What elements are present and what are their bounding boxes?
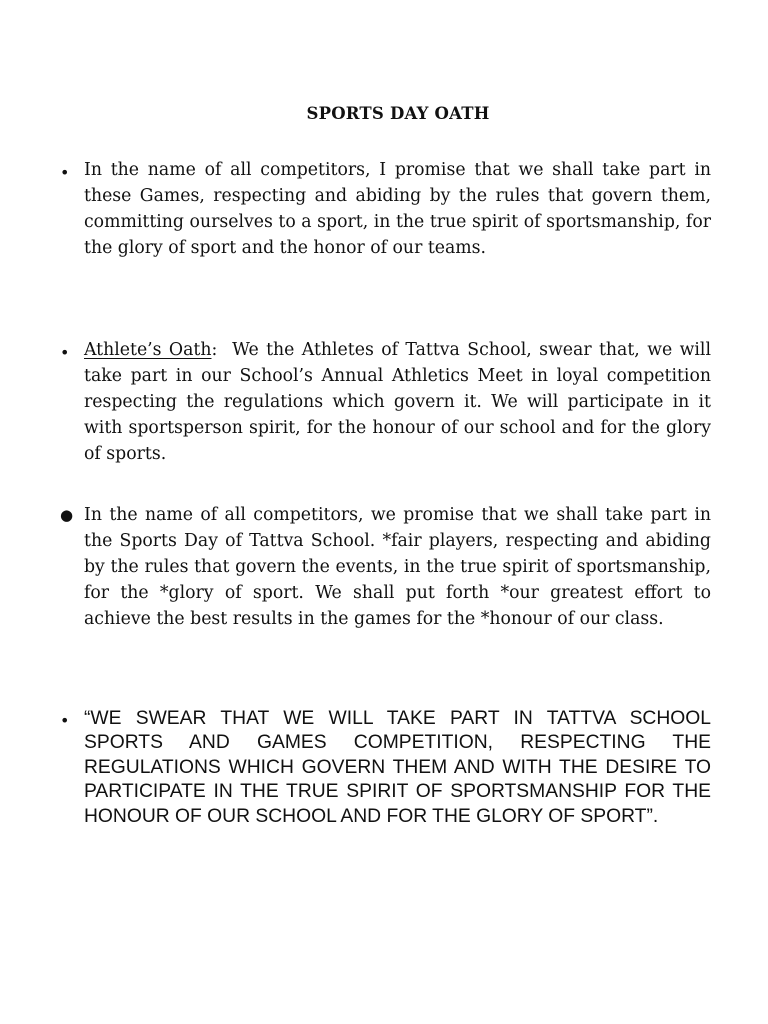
oath-paragraph-3-text: In the name of all competitors, we promise that we shall take part in the Sports Day of Tattva School. *fair players, respecting and abiding by the rules that govern the events, in the true spirit of sportsmanship, for the *glory of sport. We shall put forth *our greatest effort to achieve the best results in the games for the *honour of our class.: [84, 505, 711, 630]
oath-paragraph-1-text: In the name of all competitors, I promise that we shall take part in these Games, respecting and abiding by the rules that govern them, committing ourselves to a sport, in the true spirit of sportsmanship, for the glory of sport and the honor of our teams.: [84, 160, 711, 259]
bullet-1: •: [60, 163, 70, 182]
bullet-3: ●: [60, 506, 74, 524]
oath-paragraph-3: [84, 502, 711, 632]
oath-paragraph-1: [84, 157, 711, 261]
bullet-4: •: [60, 711, 70, 730]
oath-paragraph-4-text: “WE SWEAR THAT WE WILL TAKE PART IN TATTVA SCHOOL SPORTS AND GAMES COMPETITION, RESPECTING THE REGULATIONS WHICH GOVERN THEM AND WITH THE DESIRE TO PARTICIPATE IN THE TRUE SPIRIT OF SPORTSMANSHIP FOR THE HONOUR OF OUR SCHOOL AND FOR THE GLORY OF SPORT”.: [84, 708, 711, 827]
athletes-oath-label: Athlete’s Oath: [84, 340, 212, 360]
oath-paragraph-2: [84, 337, 711, 467]
page-title: SPORTS DAY OATH: [306, 104, 490, 123]
athletes-oath-separator: :: [211, 340, 218, 360]
bullet-2: •: [60, 343, 70, 362]
oath-paragraph-4: [84, 707, 711, 829]
oath-paragraph-2-text: We the Athletes of Tattva School, swear that, we will take part in our School’s Annual Athletics Meet in loyal competition respecting the regulations which govern it. We will participate in it with sportsperson spirit, for the honour of our school and for the glory of sports.: [84, 340, 711, 465]
